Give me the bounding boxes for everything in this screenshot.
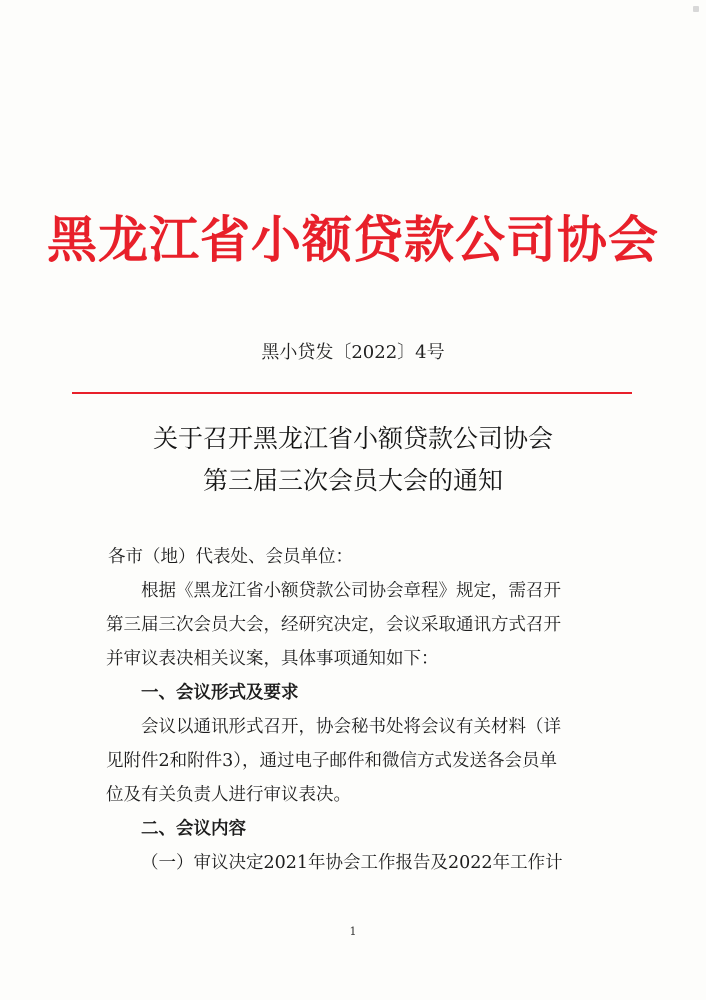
notice-title-line-1: 关于召开黑龙江省小额贷款公司协会 [152, 424, 553, 453]
section-1-line-3: 位及有关负责人进行审议表决。 [106, 785, 351, 805]
masthead-title: 黑龙江省小额贷款公司协会 [47, 211, 659, 269]
intro-line-3: 并审议表决相关议案，具体事项通知如下： [106, 649, 439, 669]
intro-line-2: 第三届三次会员大会，经研究决定，会议采取通讯方式召开 [106, 615, 561, 635]
notice-title-line-2: 第三届三次会员大会的通知 [202, 466, 503, 495]
section-1-line-1: 会议以通讯形式召开，协会秘书处将会议有关材料（详 [141, 717, 561, 737]
page-number: 1 [349, 925, 357, 938]
salutation: 各市（地）代表处、会员单位： [108, 547, 353, 567]
section-2-item-1: （一）审议决定2021年协会工作报告及2022年工作计 [141, 853, 563, 873]
section-2-heading: 二、会议内容 [141, 819, 246, 839]
scan-artifact [693, 6, 699, 12]
section-1-line-2: 见附件2和附件3），通过电子邮件和微信方式发送各会员单 [106, 751, 558, 771]
intro-line-1: 根据《黑龙江省小额贷款公司协会章程》规定，需召开 [141, 581, 561, 601]
document-number: 黑小贷发〔2022〕4号 [261, 342, 445, 363]
section-1-heading: 一、会议形式及要求 [141, 683, 299, 703]
red-divider-line [72, 392, 632, 394]
